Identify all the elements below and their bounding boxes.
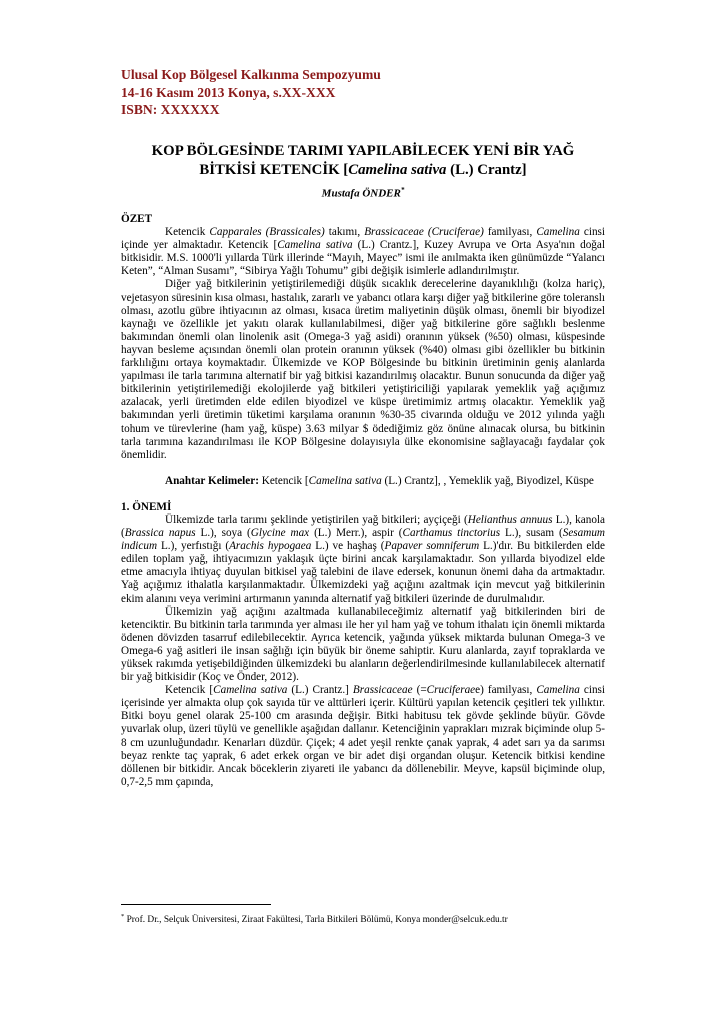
- text-run: Sesamum indicum: [121, 527, 605, 553]
- text-run: Camelina sativa: [277, 239, 353, 252]
- footnote-text: Prof. Dr., Selçuk Üniversitesi, Ziraat Fakültesi, Tarla Bitkileri Bölümü, Konya monder@selcuk.edu.tr: [124, 915, 508, 926]
- text-run: Diğer yağ bitkilerinin yetiştirilemediği düşük sıcaklık derecelerine dayanıklılığı (kolza hariç), vejetasyon süresinin kısa olması, hastalık, zararlı ve yabancı otlara karşı diğer yağ bitkilerine göre toleranslı olması, azotlu gübre ihtiyacının az olması, kısaca üretim maliyetinin düşük olması, önemli bir biyodizel kaynağı ve özellikle jet yakıtı olarak kullanılabilmesi, diğer yağ bitkilerine göre sağlıklı beslenme bakımından önemli olan linolenik asit (Omega-3 yağ asidi) oranının yüksek (%50) olması, küspesinde hayvan besleme açısından önemli olan protein oranının yüksek (%40) olması gibi özellikler bu bitkinin farklılığını ortaya koymaktadır. Ülkemizde ve KOP Bölgesinde bu bitkinin üretiminin geniş alanlarda yapılması ile tarla tarımına alternatif bir yağ bitkisi kazandırılmış olacaktır. Bunun sonucunda da diğer yağ bitkilerinin yetiştirilemediği ekolojilerde yağ bitkileri yetiştiriciliği yapılarak yemeklik yağ açığımız azalacak, yerli üretimden elde edilen biyodizel ve küspe üretimimiz artmış olacaktır. Yemeklik yağ bakımından yerli üretimin tüketimi karşılama oranının %30-35 civarında olduğu ve 2012 yılında yağlı tohum ve türevlerine (ham yağ, küspe) 3.63 milyar $ ödediğimiz göz önüne alınacak olursa, bu bitkinin tarla tarımına kazandırılması ile KOP Bölgesine dolayısıyla ülke ekonomisine sağlayacağı faydalar çok önemlidir.: [121, 278, 605, 461]
- header-symposium-name: Ulusal Kop Bölgesel Kalkınma Sempozyumu: [121, 67, 381, 82]
- author-footnote-mark: *: [400, 186, 405, 194]
- text-run: takımı,: [324, 226, 365, 239]
- text-run: Camelina: [536, 684, 580, 697]
- header-isbn: ISBN: XXXXXX: [121, 102, 220, 117]
- text-run: Ketencik [: [165, 684, 214, 697]
- text-run: Ülkemizin yağ açığını azaltmada kullanabileceğimiz alternatif yağ bitkilerinden biri de ketenciktir. Bu bitkinin tarla tarımında yer alması ile her yıl ham yağ ve tohum ithalatı için önemli miktarda ödenen dövizden tasarruf edilebilecektir. Ayrıca ketencik, yağında yüksek miktarda bulunan Omega-3 ve Omega-6 yağ asitleri ile insan sağlığı için büyük bir öneme sahiptir. Kuru alanlarda, zayıf topraklarda ve yüksek rakımda yetişebildiğinden ülkemizdeki bu alanların değerlendirilmesinde kullanılabilecek alternatif bir yağ bitkisidir (Koç ve Önder, 2012).: [121, 605, 605, 684]
- footnote: [121, 911, 605, 926]
- text-run: Glycine max: [250, 527, 310, 540]
- title-line-2-post: (L.) Crantz]: [446, 161, 527, 178]
- text-run: Brassicaceae: [352, 684, 413, 697]
- footnote-mark: *: [121, 913, 125, 920]
- text-run: (L.) Crantz.]: [287, 684, 353, 697]
- onemi-heading: 1. ÖNEMİ: [121, 500, 172, 513]
- text-run: L.), kanola (: [121, 513, 606, 540]
- text-run: Capparales (Brassicales): [209, 226, 325, 239]
- keywords: [121, 475, 605, 488]
- onemi-paragraph-3: [121, 684, 605, 789]
- paper-title: [121, 142, 605, 179]
- onemi-paragraph-1: [121, 514, 605, 606]
- text-run: L.), yerfıstığı (: [157, 540, 230, 553]
- paper-body: [121, 213, 605, 789]
- text-run: Arachis hypogaea: [229, 540, 312, 553]
- text-run: Ketencik [: [258, 474, 309, 487]
- author: [121, 186, 605, 200]
- text-run: Papaver somniferum: [384, 540, 480, 553]
- text-run: Camelina: [536, 226, 580, 239]
- text-run: Ülkemizde tarla tarımı şeklinde yetiştirilen yağ bitkileri; ayçiçeği (: [165, 513, 468, 526]
- symposium-header: [121, 66, 381, 119]
- text-run: (L.) Crantz], , Yemeklik yağ, Biyodizel, Küspe: [381, 474, 594, 487]
- text-run: (L.) Merr.), aspir (: [309, 527, 403, 540]
- text-run: Camelina sativa: [213, 684, 288, 697]
- text-run: (L.) Crantz.], Kuzey Avrupa ve Orta Asya'nın doğal bitkisidir. M.S. 1000'li yıllarda Türk illerinde “Mayıh, Mayec” ismi ile anılmakta iken günümüzde “Yalancı Keten”, “Alman Susamı”, “Sibirya Yağlı Tohumu” gibi değişik isimlerle adlandırılmıştır.: [121, 239, 605, 278]
- text-run: L.)'dır. Bu bitkilerden elde edilen toplam yağ, ihtiyacımızın yaklaşık üçte birini ancak karşılamaktadır. Son yıllarda biyodizel elde etme amacıyla ihtiyaç duyulan bitkisel yağ talebini de ilave edersek, konunun önemi daha da artmaktadır. Yağ açığımız ithalatla karşılanmaktadır. Ülkemizdeki yağ açığını azaltmak için mevcut yağ bitkilerinin ekim alanını veya verimini artırmanın yanında alternatif yağ bitkileri üzerinde de durulmalıdır.: [121, 540, 605, 605]
- text-run: e) familyası,: [475, 684, 537, 697]
- ozet-paragraph-2: [121, 278, 605, 461]
- text-run: Anahtar Kelimeler:: [165, 474, 259, 487]
- text-run: L.), soya (: [195, 527, 251, 540]
- onemi-paragraph-2: [121, 606, 605, 685]
- text-run: L.) ve haşhaş (: [311, 540, 385, 553]
- ozet-heading: ÖZET: [121, 213, 153, 225]
- text-run: (=: [412, 684, 427, 697]
- title-line-2: [121, 161, 605, 180]
- author-name: Mustafa ÖNDER: [321, 187, 401, 200]
- text-run: L.), susam (: [500, 527, 563, 540]
- text-run: Brassicaceae (Cruciferae): [364, 226, 484, 239]
- title-line-2-pre: BİTKİSİ KETENCİK [: [199, 161, 349, 178]
- title-line-1: KOP BÖLGESİNDE TARIMI YAPILABİLECEK YENİ BİR YAĞ: [151, 143, 575, 159]
- title-species-name: Camelina sativa: [348, 161, 447, 178]
- text-run: cinsi içerisinde yer almakta olup çok sayıda tür ve alttürleri içerir. Kültürü yapılan ketencik çeşitleri tek yıllıktır. Bitki boyu genel olarak 25-100 cm arasında değişir. Bitki habitusu tek gövde şeklinde büyür. Gövde yuvarlak olup, üzeri tüylü ve genellikle aşağıdan dallanır. Ketenciğinin yaprakları mızrak biçiminde olup 5-8 cm uzunluğundadır. Kenarları düzdür. Çiçek; 4 adet yeşil renkte çanak yaprak, 4 adet sarı ya da sarımsı beyaz renkte taç yaprak, 6 adet erkek organ ve bir adet dişi organdan oluşur. Ketencik bitkisi kendine döllenen bir bitkidir. Ancak böceklerin ziyareti ile yabancı da döllenebilir. Meyve, kapsül biçiminde olup, 0,7-2,5 mm çapında,: [121, 684, 606, 788]
- text-run: Ketencik: [165, 226, 210, 239]
- text-run: Cruciferae: [426, 684, 476, 697]
- ozet-paragraph-1: [121, 226, 605, 278]
- header-date-location: 14-16 Kasım 2013 Konya, s.XX-XXX: [121, 84, 336, 100]
- footnote-divider: [121, 904, 271, 905]
- text-run: Camelina sativa: [308, 474, 382, 487]
- text-run: familyası,: [483, 226, 537, 239]
- text-run: cinsi içinde yer almaktadır. Ketencik [: [121, 226, 605, 252]
- text-run: Helianthus annuus: [467, 513, 553, 526]
- text-run: Brassica napus: [124, 527, 196, 540]
- text-run: Carthamus tinctorius: [402, 527, 501, 540]
